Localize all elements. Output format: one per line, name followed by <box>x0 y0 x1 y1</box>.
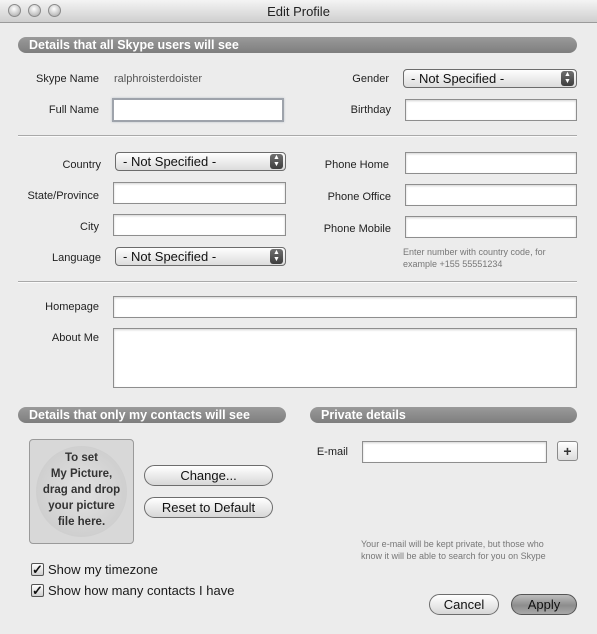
state-province-label: State/Province <box>27 190 99 202</box>
up-down-arrows-icon: ▲ ▼ <box>270 154 283 169</box>
phone-mobile-label: Phone Mobile <box>323 223 391 235</box>
apply-button[interactable]: Apply <box>511 594 577 615</box>
title-bar[interactable] <box>0 0 597 23</box>
skype-name-value: ralphroisterdoister <box>114 73 203 85</box>
contacts-details-header: Details that only my contacts will see <box>18 407 286 423</box>
add-email-button[interactable]: + <box>557 441 578 461</box>
up-down-arrows-icon: ▲ ▼ <box>270 249 283 264</box>
city-field[interactable] <box>113 214 286 236</box>
phone-home-label: Phone Home <box>324 159 389 171</box>
homepage-label: Homepage <box>45 301 99 313</box>
about-me-label: About Me <box>51 332 99 344</box>
email-privacy-note: Your e-mail will be kept private, but those who know it will be able to search for you on Skype <box>361 539 546 561</box>
public-details-header: Details that all Skype users will see <box>18 37 577 53</box>
city-label: City <box>80 221 99 233</box>
skype-name-label: Skype Name <box>36 73 99 85</box>
phone-format-hint: Enter number with country code, for example +155 55551234 <box>403 247 546 269</box>
birthday-label: Birthday <box>350 104 391 116</box>
email-field[interactable] <box>362 441 547 463</box>
email-label: E-mail <box>316 446 348 458</box>
full-name-field[interactable] <box>112 98 284 122</box>
about-me-field[interactable] <box>113 328 577 388</box>
language-popup-value: - Not Specified - <box>123 249 217 264</box>
divider-2 <box>18 281 577 283</box>
country-popup-value: - Not Specified - <box>123 154 217 169</box>
cancel-button[interactable]: Cancel <box>429 594 499 615</box>
phone-mobile-field[interactable] <box>405 216 577 238</box>
language-popup[interactable] <box>115 247 286 266</box>
gender-popup[interactable] <box>403 69 577 88</box>
window-title: Edit Profile <box>267 4 330 19</box>
divider-1 <box>18 135 577 137</box>
change-picture-button[interactable]: Change... <box>144 465 273 486</box>
language-label: Language <box>52 252 101 264</box>
phone-home-field[interactable] <box>405 152 577 174</box>
checkmark-icon: ✓ <box>32 583 43 598</box>
birthday-field[interactable] <box>405 99 577 121</box>
gender-popup-value: - Not Specified - <box>411 71 505 86</box>
show-timezone-label: Show my timezone <box>48 562 158 577</box>
phone-office-label: Phone Office <box>327 191 391 203</box>
country-label: Country <box>62 159 101 171</box>
picture-drop-well[interactable] <box>29 439 134 544</box>
show-timezone-checkbox[interactable] <box>31 563 44 576</box>
up-down-arrows-icon: ▲ ▼ <box>561 71 574 86</box>
country-popup[interactable] <box>115 152 286 171</box>
full-name-label: Full Name <box>48 104 99 116</box>
private-details-header: Private details <box>310 407 577 423</box>
reset-to-default-button[interactable]: Reset to Default <box>144 497 273 518</box>
state-province-field[interactable] <box>113 182 286 204</box>
phone-office-field[interactable] <box>405 184 577 206</box>
picture-drop-hint: To set My Picture, drag and drop your picture file here. <box>42 452 121 528</box>
show-contacts-count-checkbox[interactable] <box>31 584 44 597</box>
gender-label: Gender <box>352 73 389 85</box>
homepage-field[interactable] <box>113 296 577 318</box>
show-contacts-count-label: Show how many contacts I have <box>48 583 235 598</box>
checkmark-icon: ✓ <box>32 562 43 577</box>
